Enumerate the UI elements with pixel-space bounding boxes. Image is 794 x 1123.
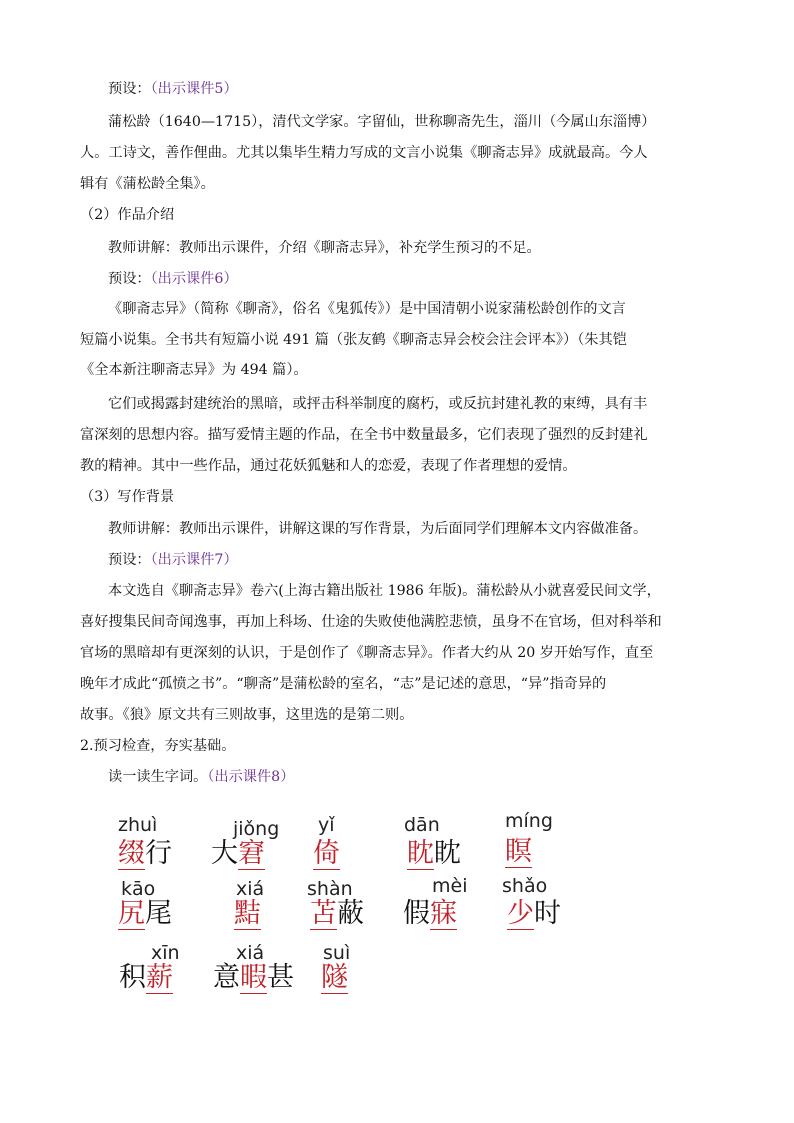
- content-line-3: 教的精神。其中一些作品，通过花妖狐魅和人的恋爱，表现了作者理想的爱情。: [80, 458, 577, 474]
- vocab-word: [213, 962, 294, 994]
- new-character: 少: [507, 898, 534, 929]
- pinyin: dān: [404, 814, 440, 836]
- new-character: 倚: [313, 838, 340, 869]
- preset-line-7: [108, 550, 238, 570]
- bio-line-3: 辑有《蒲松龄全集》。: [80, 176, 215, 192]
- new-character: 缀: [118, 838, 145, 869]
- bio-line-1: 蒲松龄（1640—1715），清代文学家。字留仙，世称聊斋先生，淄川（今属山东淄博）: [108, 114, 656, 130]
- teacher-explain-3: 教师讲解：教师出示课件，讲解这课的写作背景，为后面同学们理解本文内容做准备。: [108, 521, 648, 537]
- vocab-word: [234, 898, 261, 930]
- new-character: 苫: [310, 898, 337, 929]
- background-line-1: 本文选自《聊斋志异》卷六(上海古籍出版社 1986 年版)。蒲松龄从小就喜爱民间文学，: [108, 583, 661, 599]
- background-line-2: 喜好搜集民间奇闻逸事，再加上科场、仕途的失败使他满腔悲愤，虽身不在官场，但对科举和: [80, 614, 662, 630]
- new-character: 窘: [238, 838, 265, 869]
- vocab-word: [321, 962, 348, 994]
- pinyin: xiá: [236, 878, 265, 900]
- read-instruction: [108, 767, 294, 787]
- vocab-word: [505, 836, 532, 868]
- context-character: 积: [119, 962, 146, 993]
- preset-line-5: [108, 79, 238, 99]
- vocab-word: [119, 962, 173, 994]
- pinyin: yǐ: [318, 814, 335, 836]
- work-line-3: 《全本新注聊斋志异》为 494 篇）。: [80, 362, 308, 378]
- new-character: 薪: [146, 962, 173, 993]
- new-character: 隧: [321, 962, 348, 993]
- pinyin: xiá: [236, 942, 265, 964]
- vocab-word: [403, 898, 457, 930]
- section-2-heading: 2.预习检查，夯实基础。: [80, 738, 236, 754]
- pinyin: shàn: [307, 878, 353, 900]
- context-character: 行: [145, 838, 172, 869]
- vocab-word: [211, 838, 265, 870]
- courseware-ref-6: （出示课件6）: [150, 271, 238, 287]
- courseware-ref-7: （出示课件7）: [150, 552, 238, 568]
- vocab-word: [310, 898, 364, 930]
- vocab-word: [118, 898, 172, 930]
- vocab-word: [507, 898, 561, 930]
- vocab-word: [313, 838, 340, 870]
- context-character: 尾: [145, 898, 172, 929]
- context-character: 眈: [434, 838, 461, 869]
- context-character: 假: [403, 898, 430, 929]
- preset-label: 预设：: [108, 81, 151, 97]
- new-character: 黠: [234, 898, 261, 929]
- new-character: 瞑: [505, 836, 532, 867]
- heading-work-intro: （2）作品介绍: [80, 207, 175, 223]
- new-character: 尻: [118, 898, 145, 929]
- courseware-ref-8: （出示课件8）: [207, 769, 295, 785]
- context-character: 意: [213, 962, 240, 993]
- background-line-3: 官场的黑暗却有更深刻的认识，于是创作了《聊斋志异》。作者大约从 20 岁开始写作，直至: [80, 645, 654, 661]
- courseware-ref-5: （出示课件5）: [150, 81, 238, 97]
- work-line-1: 《聊斋志异》（简称《聊斋》，俗名《鬼狐传》）是中国清朝小说家蒲松龄创作的文言: [108, 301, 626, 317]
- content-line-2: 富深刻的思想内容。描写爱情主题的作品，在全书中数量最多，它们表现了强烈的反封建礼: [80, 427, 648, 443]
- context-character: 大: [211, 838, 238, 869]
- pinyin: zhuì: [118, 814, 158, 836]
- background-line-4: 晚年才成此“孤愤之书”。“聊斋”是蒲松龄的室名，“志”是记述的意思，“异”指奇异的: [80, 676, 607, 692]
- pinyin: kāo: [121, 878, 156, 900]
- preset-line-6: [108, 269, 238, 289]
- context-character: 甚: [267, 962, 294, 993]
- preset-label: 预设：: [108, 552, 151, 568]
- context-character: 蔽: [337, 898, 364, 929]
- teacher-explain-2: 教师讲解：教师出示课件，介绍《聊斋志异》，补充学生预习的不足。: [108, 240, 541, 256]
- pinyin: míng: [505, 810, 553, 832]
- background-line-5: 故事。《狼》原文共有三则故事，这里选的是第二则。: [80, 707, 414, 723]
- read-prefix: 读一读生字词。: [108, 769, 208, 785]
- pinyin: shǎo: [502, 875, 548, 897]
- heading-writing-background: （3）写作背景: [80, 489, 175, 505]
- content-line-1: 它们或揭露封建统治的黑暗，或抨击科举制度的腐朽，或反抗封建礼教的束缚，具有丰: [108, 396, 648, 412]
- vocab-word: [407, 838, 461, 870]
- vocab-word: [118, 838, 172, 870]
- new-character: 暇: [240, 962, 267, 993]
- pinyin: mèi: [432, 875, 468, 897]
- new-character: 寐: [430, 898, 457, 929]
- bio-line-2: 人。工诗文，善作俚曲。尤其以集毕生精力写成的文言小说集《聊斋志异》成就最高。今人: [80, 145, 648, 161]
- context-character: 时: [534, 898, 561, 929]
- pinyin: jiǒng: [233, 818, 280, 840]
- new-character: 眈: [407, 838, 434, 869]
- pinyin: xīn: [151, 942, 180, 964]
- preset-label: 预设：: [108, 271, 151, 287]
- pinyin: suì: [323, 942, 351, 964]
- work-line-2: 短篇小说集。全书共有短篇小说 491 篇（张友鹤《聊斋志异会校会注会评本》）（朱其铠: [80, 332, 627, 348]
